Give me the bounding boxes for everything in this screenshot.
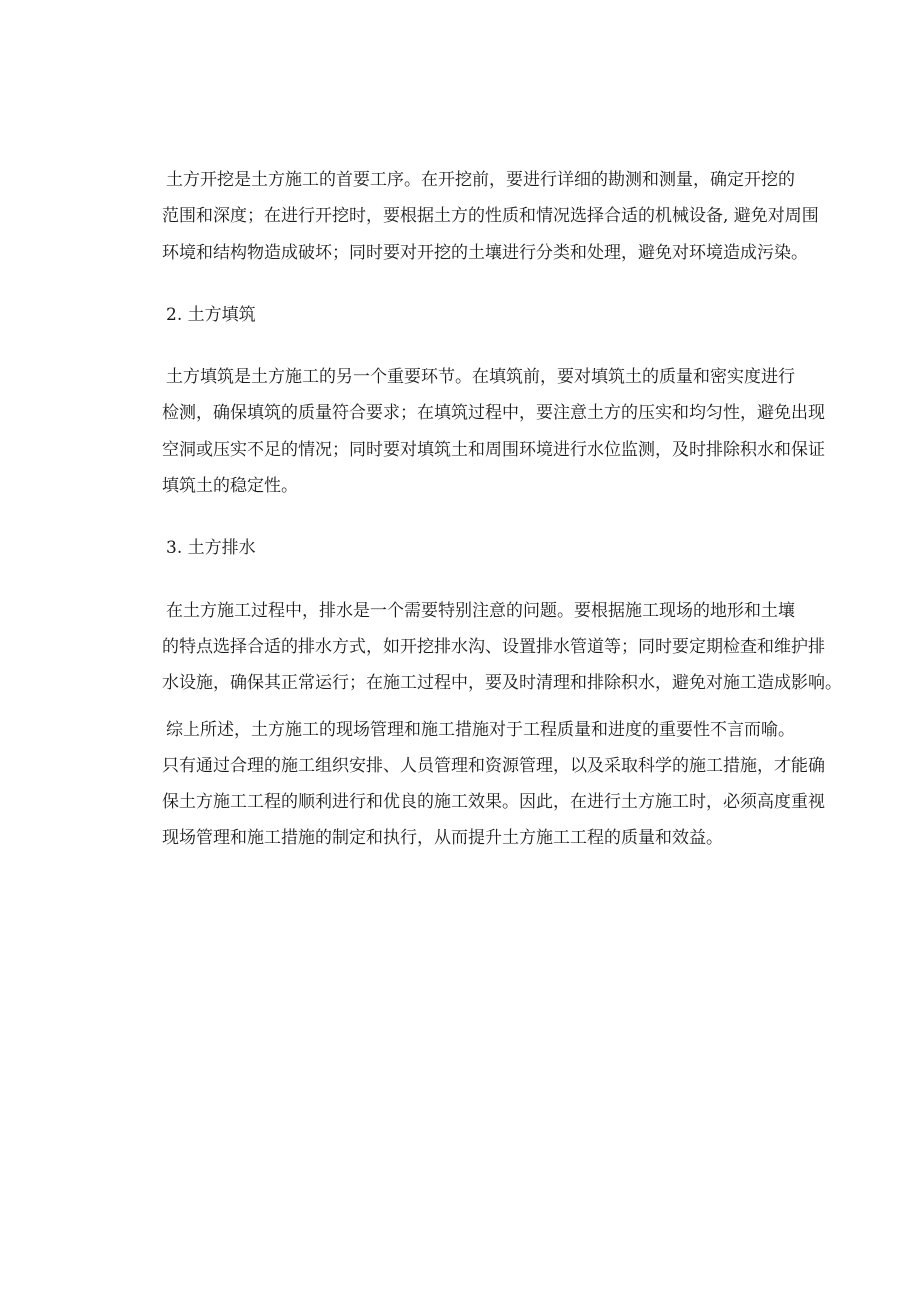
section-heading-drainage: 3. 土方排水	[166, 538, 256, 559]
text-line: 综上所述，土方施工的现场管理和施工措施对于工程质量和进度的重要性不言而喻。	[166, 719, 795, 740]
document-page	[162, 162, 842, 857]
text-line: 的特点选择合适的排水方式，如开挖排水沟、设置排水管道等；同时要定期检查和维护排	[162, 636, 825, 657]
text-line: 土方填筑是土方施工的另一个重要环节。在填筑前，要对填筑土的质量和密实度进行	[166, 367, 795, 388]
paragraph-drainage	[162, 593, 842, 702]
text-line: 填筑土的稳定性。	[162, 476, 298, 497]
text-line: 在土方施工过程中，排水是一个需要特别注意的问题。要根据施工现场的地形和土壤	[166, 600, 795, 621]
spacer	[162, 333, 796, 359]
spacer	[162, 504, 796, 530]
section-heading-fill: 2. 土方填筑	[166, 304, 256, 325]
paragraph-excavation	[162, 162, 819, 271]
text-line: 范围和深度；在进行开挖时，要根据土方的性质和情况选择合适的机械设备, 避免对周围	[162, 206, 819, 227]
text-line: 只有通过合理的施工组织安排、人员管理和资源管理，以及采取科学的施工措施，才能确	[162, 755, 825, 776]
spacer	[162, 271, 796, 297]
text-line: 保土方施工工程的顺利进行和优良的施工效果。因此，在进行土方施工时，必须高度重视	[162, 792, 825, 813]
text-line: 水设施，确保其正常运行；在施工过程中，要及时清理和排除积水，避免对施工造成影响。	[162, 673, 842, 694]
text-line: 检测，确保填筑的质量符合要求；在填筑过程中，要注意土方的压实和均匀性，避免出现	[162, 403, 825, 424]
text-line: 环境和结构物造成破坏；同时要对开挖的土壤进行分类和处理，避免对环境造成污染。	[162, 242, 808, 263]
paragraph-summary	[162, 712, 825, 857]
paragraph-fill	[162, 359, 825, 504]
spacer	[162, 702, 796, 712]
spacer	[162, 567, 796, 593]
text-line: 空洞或压实不足的情况；同时要对填筑土和周围环境进行水位监测，及时排除积水和保证	[162, 439, 825, 460]
text-line: 土方开挖是土方施工的首要工序。在开挖前，要进行详细的勘测和测量，确定开挖的	[166, 170, 795, 190]
text-line: 现场管理和施工措施的制定和执行，从而提升土方施工工程的质量和效益。	[162, 828, 723, 849]
